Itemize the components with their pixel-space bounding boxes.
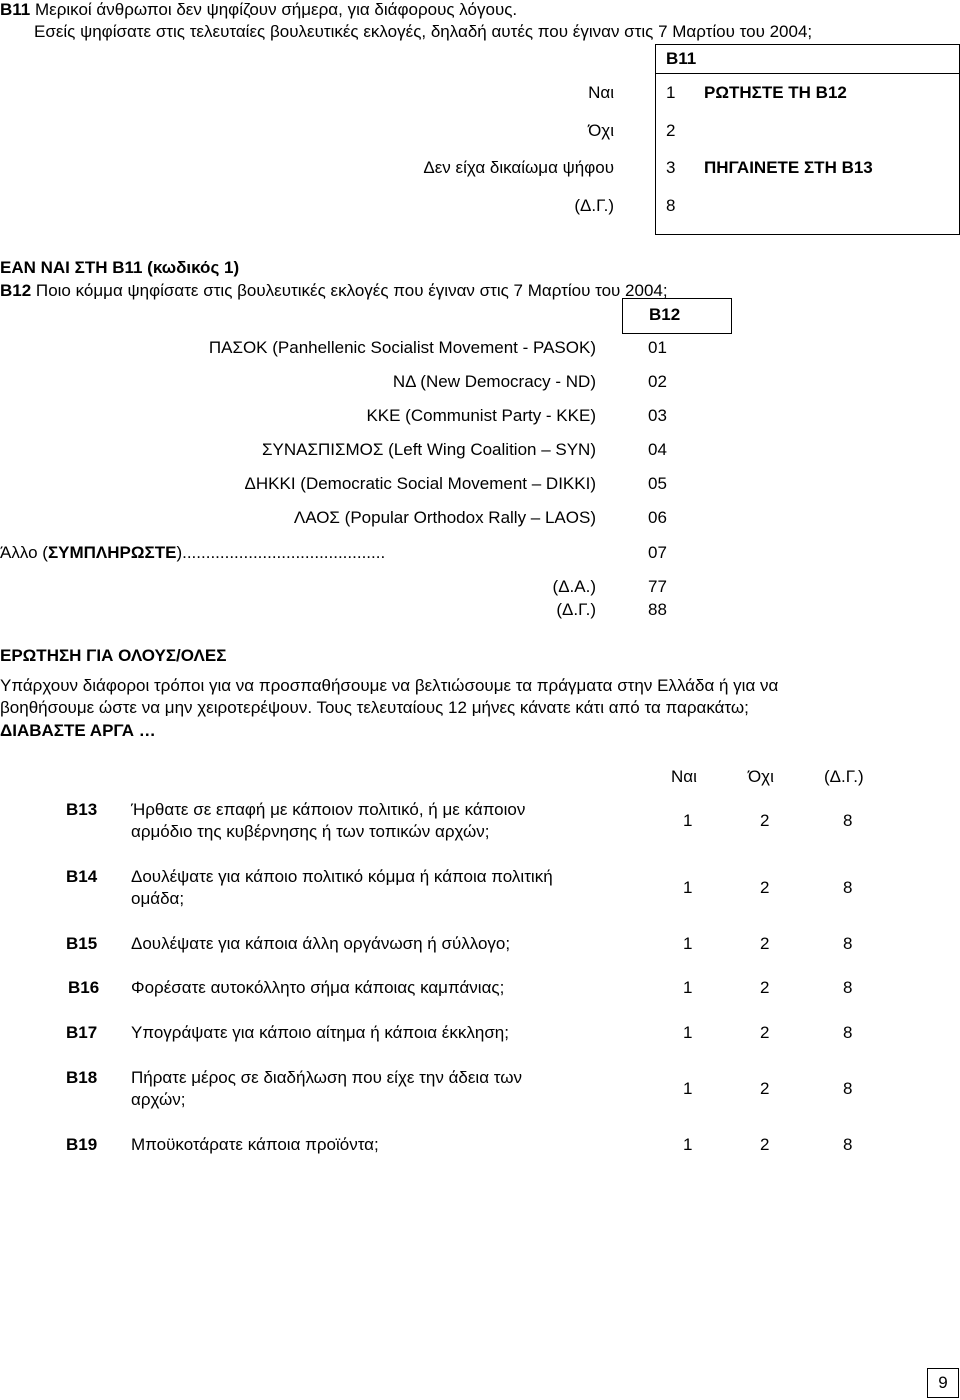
b11-option-code: 2 bbox=[666, 121, 676, 140]
b11-option-label: Ναι bbox=[588, 83, 614, 102]
item-no-code: 2 bbox=[760, 811, 770, 830]
item-no-code: 2 bbox=[760, 978, 770, 997]
item-yes-code: 1 bbox=[683, 811, 693, 830]
item-dg-code: 8 bbox=[843, 1079, 853, 1098]
item-code: B18 bbox=[66, 1068, 98, 1087]
party-other-prefix: Άλλο ( bbox=[0, 543, 48, 562]
party-name: ΛΑΟΣ (Popular Orthodox Rally – LAOS) bbox=[293, 508, 596, 527]
b11-question: Εσείς ψηφίσατε στις τελευταίες βουλευτικές εκλογές, δηλαδή αυτές που έγιναν στις 7 Μαρτίου του 2004; bbox=[34, 22, 813, 41]
section-intro-line1: Υπάρχουν διάφοροι τρόποι για να προσπαθήσουμε να βελτιώσουμε τα πράγματα στην Ελλάδα ή για να bbox=[0, 676, 779, 695]
b11-option-note: ΠΗΓΑΙΝΕΤΕ ΣΤΗ Β13 bbox=[704, 158, 873, 177]
party-code: 01 bbox=[648, 338, 667, 357]
item-text-line1: Δουλέψατε για κάποια άλλη οργάνωση ή σύλλογο; bbox=[131, 934, 511, 953]
b12-answer-box bbox=[622, 298, 732, 334]
item-text-line2: ομάδα; bbox=[131, 889, 185, 908]
col-no-header: Όχι bbox=[748, 767, 774, 786]
b12-question-line bbox=[0, 281, 668, 301]
item-dg-code: 8 bbox=[843, 878, 853, 897]
item-text-line1: Μποϋκοτάρατε κάποια προϊόντα; bbox=[131, 1135, 379, 1154]
item-text-line1: Ήρθατε σε επαφή με κάποιον πολιτικό, ή με κάποιον bbox=[131, 800, 526, 819]
item-dg-code: 8 bbox=[843, 978, 853, 997]
party-other bbox=[0, 543, 385, 563]
party-other-code: 07 bbox=[648, 543, 667, 562]
party-name: ΝΔ (New Democracy - ND) bbox=[392, 372, 596, 391]
party-code: 04 bbox=[648, 440, 667, 459]
party-da-label: (Δ.Α.) bbox=[552, 577, 596, 596]
b11-option-label: Δεν είχα δικαίωμα ψήφου bbox=[423, 158, 614, 177]
item-yes-code: 1 bbox=[683, 934, 693, 953]
page-number: 9 bbox=[927, 1368, 959, 1398]
item-yes-code: 1 bbox=[683, 1079, 693, 1098]
party-other-bold: ΣΥΜΠΛΗΡΩΣΤΕ bbox=[47, 543, 177, 562]
b11-option-code: 3 bbox=[666, 158, 676, 177]
item-no-code: 2 bbox=[760, 934, 770, 953]
item-no-code: 2 bbox=[760, 1079, 770, 1098]
item-yes-code: 1 bbox=[683, 878, 693, 897]
party-name: ΣΥΝΑΣΠΙΣΜΟΣ (Left Wing Coalition – SYN) bbox=[262, 440, 596, 459]
party-code: 06 bbox=[648, 508, 667, 527]
item-code: B15 bbox=[66, 934, 98, 953]
item-text-line2: αρμόδιο της κυβέρνησης ή των τοπικών αρχών; bbox=[131, 822, 490, 841]
section-intro-line2: βοηθήσουμε ώστε να μην χειροτερέψουν. Τους τελευταίους 12 μήνες κάνατε κάτι από τα παρακάτω; bbox=[0, 698, 749, 717]
b11-option-code: 8 bbox=[666, 196, 676, 215]
b11-option-label: (Δ.Γ.) bbox=[574, 196, 614, 215]
party-dg-code: 88 bbox=[648, 600, 667, 619]
b12-label: B12 bbox=[0, 281, 32, 300]
col-yes-header: Ναι bbox=[671, 767, 697, 786]
item-text-line1: Πήρατε μέρος σε διαδήλωση που είχε την άδεια των bbox=[131, 1068, 523, 1087]
party-code: 02 bbox=[648, 372, 667, 391]
item-text-line2: αρχών; bbox=[131, 1090, 186, 1109]
item-dg-code: 8 bbox=[843, 1135, 853, 1154]
b11-option-code: 1 bbox=[666, 83, 676, 102]
party-name: ΔΗΚΚΙ (Democratic Social Movement – DIKKI) bbox=[244, 474, 596, 493]
item-dg-code: 8 bbox=[843, 934, 853, 953]
b11-option-label: Όχι bbox=[588, 121, 614, 140]
party-code: 05 bbox=[648, 474, 667, 493]
item-code: B14 bbox=[66, 867, 98, 886]
item-code: B13 bbox=[66, 800, 98, 819]
item-dg-code: 8 bbox=[843, 811, 853, 830]
b12-question: Ποιο κόμμα ψηφίσατε στις βουλευτικές εκλογές που έγιναν στις 7 Μαρτίου του 2004; bbox=[35, 281, 668, 300]
item-yes-code: 1 bbox=[683, 1135, 693, 1154]
item-code: B16 bbox=[68, 978, 100, 997]
item-code: B17 bbox=[66, 1023, 98, 1042]
item-yes-code: 1 bbox=[683, 1023, 693, 1042]
item-no-code: 2 bbox=[760, 1135, 770, 1154]
b11-box-header bbox=[656, 44, 959, 74]
item-text-line1: Δουλέψατε για κάποιο πολιτικό κόμμα ή κάποια πολιτική bbox=[131, 867, 553, 886]
b11-box-header-label: B11 bbox=[666, 49, 697, 68]
party-code: 03 bbox=[648, 406, 667, 425]
b11-intro bbox=[0, 0, 517, 20]
item-yes-code: 1 bbox=[683, 978, 693, 997]
b12-filter: ΕΑΝ ΝΑΙ ΣΤΗ Β11 (κωδικός 1) bbox=[0, 258, 240, 277]
b11-intro-label: B11 bbox=[0, 0, 31, 19]
item-text-line1: Υπογράψατε για κάποιο αίτημα ή κάποια έκκληση; bbox=[131, 1023, 509, 1042]
col-dg-header: (Δ.Γ.) bbox=[824, 767, 864, 786]
party-name: ΠΑΣΟΚ (Panhellenic Socialist Movement - PASOK) bbox=[208, 338, 596, 357]
item-dg-code: 8 bbox=[843, 1023, 853, 1042]
b11-option-note: ΡΩΤΗΣΤΕ ΤΗ Β12 bbox=[704, 83, 847, 102]
b11-intro-text: Μερικοί άνθρωποι δεν ψηφίζουν σήμερα, για διάφορους λόγους. bbox=[34, 0, 518, 19]
item-code: B19 bbox=[66, 1135, 98, 1154]
b12-box-header: B12 bbox=[649, 305, 681, 324]
item-no-code: 2 bbox=[760, 1023, 770, 1042]
section-instruction: ΔΙΑΒΑΣΤΕ ΑΡΓΑ … bbox=[0, 721, 156, 740]
section-heading: ΕΡΩΤΗΣΗ ΓΙΑ ΟΛΟΥΣ/ΟΛΕΣ bbox=[0, 646, 227, 665]
b11-answer-box bbox=[655, 44, 960, 235]
party-dg-label: (Δ.Γ.) bbox=[556, 600, 596, 619]
party-da-code: 77 bbox=[648, 577, 667, 596]
item-text-line1: Φορέσατε αυτοκόλλητο σήμα κάποιας καμπάνιας; bbox=[131, 978, 505, 997]
party-name: ΚΚΕ (Communist Party - KKE) bbox=[366, 406, 596, 425]
party-other-suffix: )........................................... bbox=[176, 543, 386, 562]
item-no-code: 2 bbox=[760, 878, 770, 897]
